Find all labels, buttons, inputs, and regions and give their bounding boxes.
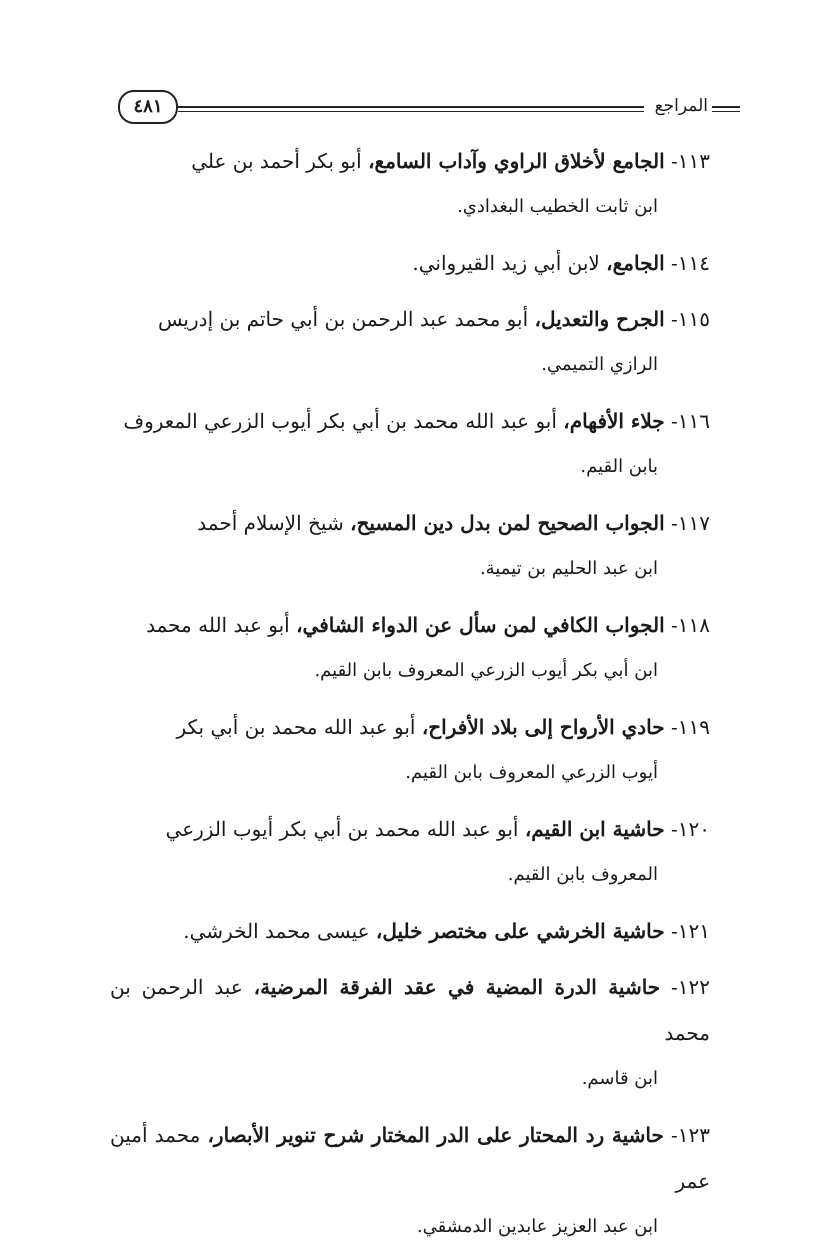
reference-entry [110,240,710,286]
entry-author: لابن أبي زيد القيرواني. [412,251,600,275]
reference-entry [110,500,710,592]
entry-continuation: ابن عبد الحليم بن تيمية. [479,558,658,579]
entry-number: ١١٣- [671,149,710,173]
entry-number: ١٢٣- [671,1123,711,1147]
entry-title: جلاء الأفهام، [563,409,665,433]
entry-number: ١١٩- [671,715,710,739]
entry-continuation: ابن أبي بكر أيوب الزرعي المعروف بابن القيم. [314,660,658,681]
entry-author: أبو عبد الله محمد بن أبي بكر أيوب الزرعي المعروف [123,409,557,433]
entry-author: عيسى محمد الخرشي. [183,919,370,943]
entry-author: شيخ الإسلام أحمد [197,511,344,535]
entry-number: ١٢٠- [671,817,710,841]
entry-author: أبو عبد الله محمد [146,613,290,637]
entry-number: ١١٥- [671,307,710,331]
header-dash-ornament [712,106,740,112]
entry-continuation: بابن القيم. [580,456,658,477]
entry-continuation: أيوب الزرعي المعروف بابن القيم. [405,762,658,783]
reference-entry [110,704,710,796]
entry-title: حاشية الخرشي على مختصر خليل، [375,919,665,943]
entry-title: الجامع، [606,251,665,275]
entry-number: ١١٦- [671,409,710,433]
entry-number: ١١٧- [671,511,710,535]
reference-entry [110,398,710,490]
entry-author: أبو عبد الله محمد بن أبي بكر [176,715,416,739]
entry-number: ١١٤- [671,251,710,275]
reference-entry [110,296,710,388]
reference-entry [110,806,710,898]
reference-list [110,138,710,1260]
entry-number: ١٢١- [671,919,710,943]
entry-continuation: ابن قاسم. [581,1068,658,1089]
entry-number: ١٢٢- [671,975,711,999]
entry-number: ١١٨- [671,613,710,637]
entry-title: حاشية الدرة المضية في عقد الفرقة المرضية، [253,975,661,999]
entry-author: أبو محمد عبد الرحمن بن أبي حاتم بن إدريس [157,307,529,331]
entry-author: محمد أمين عمر [110,1123,710,1193]
reference-entry [110,138,710,230]
reference-entry [110,1112,710,1250]
entry-author: عبد الرحمن بن محمد [110,975,710,1045]
running-title: المراجع [654,96,708,116]
entry-title: حاشية رد المحتار على الدر المختار شرح تنوير الأبصار، [207,1123,664,1147]
entry-continuation: ابن ثابت الخطيب البغدادي. [457,196,658,217]
entry-title: حاشية ابن القيم، [524,817,665,841]
reference-entry [110,908,710,954]
entry-continuation: المعروف بابن القيم. [507,864,658,885]
entry-author: أبو بكر أحمد بن علي [191,149,362,173]
entry-continuation: الرازي التميمي. [541,354,658,375]
reference-entry [110,964,710,1102]
page-number: ٤٨١ [118,90,178,124]
entry-title: الجرح والتعديل، [534,307,665,331]
entry-continuation: ابن عبد العزيز عابدين الدمشقي. [416,1216,658,1237]
reference-entry [110,602,710,694]
header-rule [178,106,644,112]
entry-title: الجامع لأخلاق الراوي وآداب السامع، [368,149,665,173]
page-header [118,88,740,134]
entry-title: الجواب الكافي لمن سأل عن الدواء الشافي، [296,613,665,637]
entry-title: الجواب الصحيح لمن بدل دين المسيح، [350,511,665,535]
entry-title: حادي الأرواح إلى بلاد الأفراح، [421,715,665,739]
entry-author: أبو عبد الله محمد بن أبي بكر أيوب الزرعي [165,817,519,841]
